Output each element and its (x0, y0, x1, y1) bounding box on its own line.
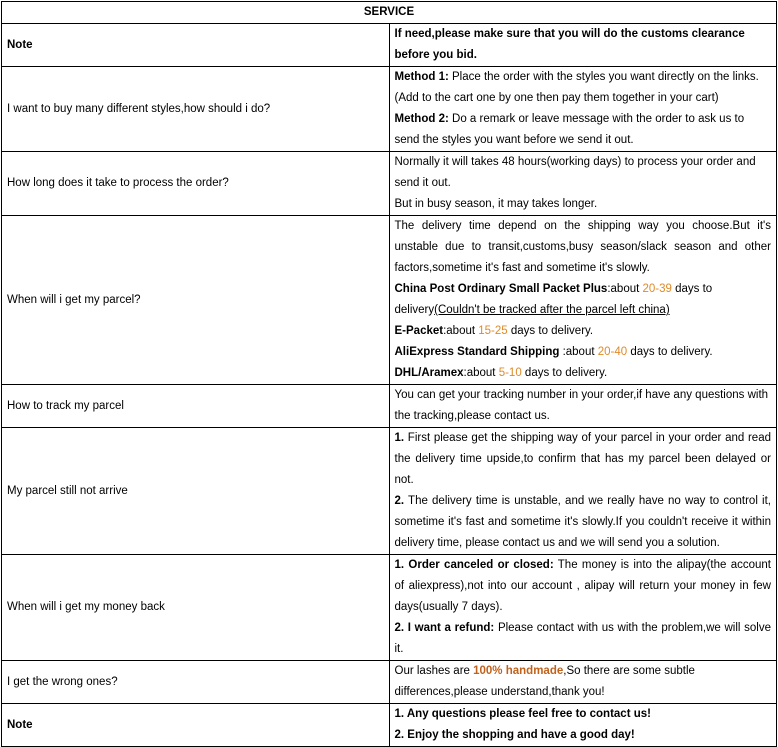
not-arrive-num-1: 1. (394, 432, 405, 444)
note-footer-line-1: 1. Any questions please feel free to contact us! (394, 708, 651, 720)
question-not-arrive: My parcel still not arrive (2, 428, 390, 555)
table-row (2, 385, 777, 428)
table-row (2, 152, 777, 216)
question-buy-many: I want to buy many different styles,how should i do? (2, 67, 390, 152)
delivery-intro: The delivery time depend on the shipping way you choose.But it's unstable due to transit,customs,busy season/slack season and other factors,sometime it's fast and sometime it's slowly. (394, 220, 771, 274)
epacket-pre: :about (443, 325, 479, 337)
epacket-post: days to delivery. (507, 325, 594, 337)
table-row (2, 555, 777, 661)
answer-money-back (389, 555, 777, 661)
dhl-days: 5-10 (498, 367, 522, 379)
process-line-2: But in busy season, it may takes longer. (394, 198, 598, 210)
epacket-label: E-Packet (394, 325, 444, 337)
method-2-label: Method 2: (394, 113, 449, 125)
aliexpress-label: AliExpress Standard Shipping (394, 346, 560, 358)
service-table (1, 1, 777, 747)
wrong-ones-post: ,So there are some subtle differences,please understand,thank you! (394, 665, 695, 698)
aliexpress-post: days to delivery. (627, 346, 713, 358)
note-footer-line-2: 2. Enjoy the shopping and have a good day! (394, 729, 635, 741)
question-track: How to track my parcel (2, 385, 390, 428)
wrong-ones-pre: Our lashes are (394, 665, 474, 677)
title-row (2, 2, 777, 24)
table-row (2, 216, 777, 385)
answer-buy-many (389, 67, 777, 152)
not-arrive-text-1: First please get the shipping way of your parcel in your order and read the delivery time upside,to confirm that has my parcel been delayed or not. (394, 432, 771, 486)
answer-process-time (389, 152, 777, 216)
not-arrive-num-2: 2. (394, 495, 405, 507)
table-row (2, 67, 777, 152)
table-row (2, 661, 777, 704)
answer-wrong-ones (389, 661, 777, 704)
table-row (2, 428, 777, 555)
dhl-label: DHL/Aramex (394, 367, 464, 379)
note-header-text: If need,please make sure that you will do the customs clearance before you bid. (389, 24, 777, 67)
table-row (2, 704, 777, 747)
aliexpress-days: 20-40 (597, 346, 628, 358)
china-post-post: days to delivery (394, 283, 713, 316)
dhl-pre: :about (463, 367, 499, 379)
money-back-text-2: Please contact with us with the problem,we will solve it. (394, 622, 771, 655)
table-row (2, 24, 777, 67)
money-back-label-1: 1. Order canceled or closed: (394, 559, 554, 571)
money-back-label-2: 2. I want a refund: (394, 622, 495, 634)
note-footer-text (389, 704, 777, 747)
question-money-back: When will i get my money back (2, 555, 390, 661)
epacket-days: 15-25 (478, 325, 508, 337)
answer-not-arrive (389, 428, 777, 555)
method-2-text: Do a remark or leave message with the order to ask us to send the styles you want before we send it out. (394, 113, 745, 146)
dhl-post: days to delivery. (521, 367, 608, 379)
not-arrive-text-2: The delivery time is unstable, and we really have no way to control it, sometime it's fast and sometime it's slowly.If you couldn't receive it within delivery time, please contact us and we will send you a solution. (394, 495, 771, 549)
answer-track: You can get your tracking number in your order,if have any questions with the tracking,please contact us. (389, 385, 777, 428)
answer-delivery (389, 216, 777, 385)
note-footer-label: Note (2, 704, 390, 747)
question-process-time: How long does it take to process the order? (2, 152, 390, 216)
china-post-label: China Post Ordinary Small Packet Plus (394, 283, 608, 295)
table-title: SERVICE (2, 2, 777, 24)
question-wrong-ones: I get the wrong ones? (2, 661, 390, 704)
note-header-label: Note (2, 24, 390, 67)
process-line-1: Normally it will takes 48 hours(working days) to process your order and send it out. (394, 156, 756, 189)
handmade-highlight: 100% handmade (473, 665, 564, 677)
question-delivery: When will i get my parcel? (2, 216, 390, 385)
china-post-days: 20-39 (642, 283, 672, 295)
money-back-text-1: The money is into the alipay(the account of aliexpress),not into our account , alipay will return your money in few days(usually 7 days). (394, 559, 772, 613)
china-post-note: (Couldn't be tracked after the parcel left china) (434, 304, 670, 316)
aliexpress-pre: :about (559, 346, 598, 358)
china-post-pre: :about (607, 283, 643, 295)
method-1-text: Place the order with the styles you want directly on the links.(Add to the cart one by one then pay them together in your cart) (394, 71, 759, 104)
method-1-label: Method 1: (394, 71, 449, 83)
